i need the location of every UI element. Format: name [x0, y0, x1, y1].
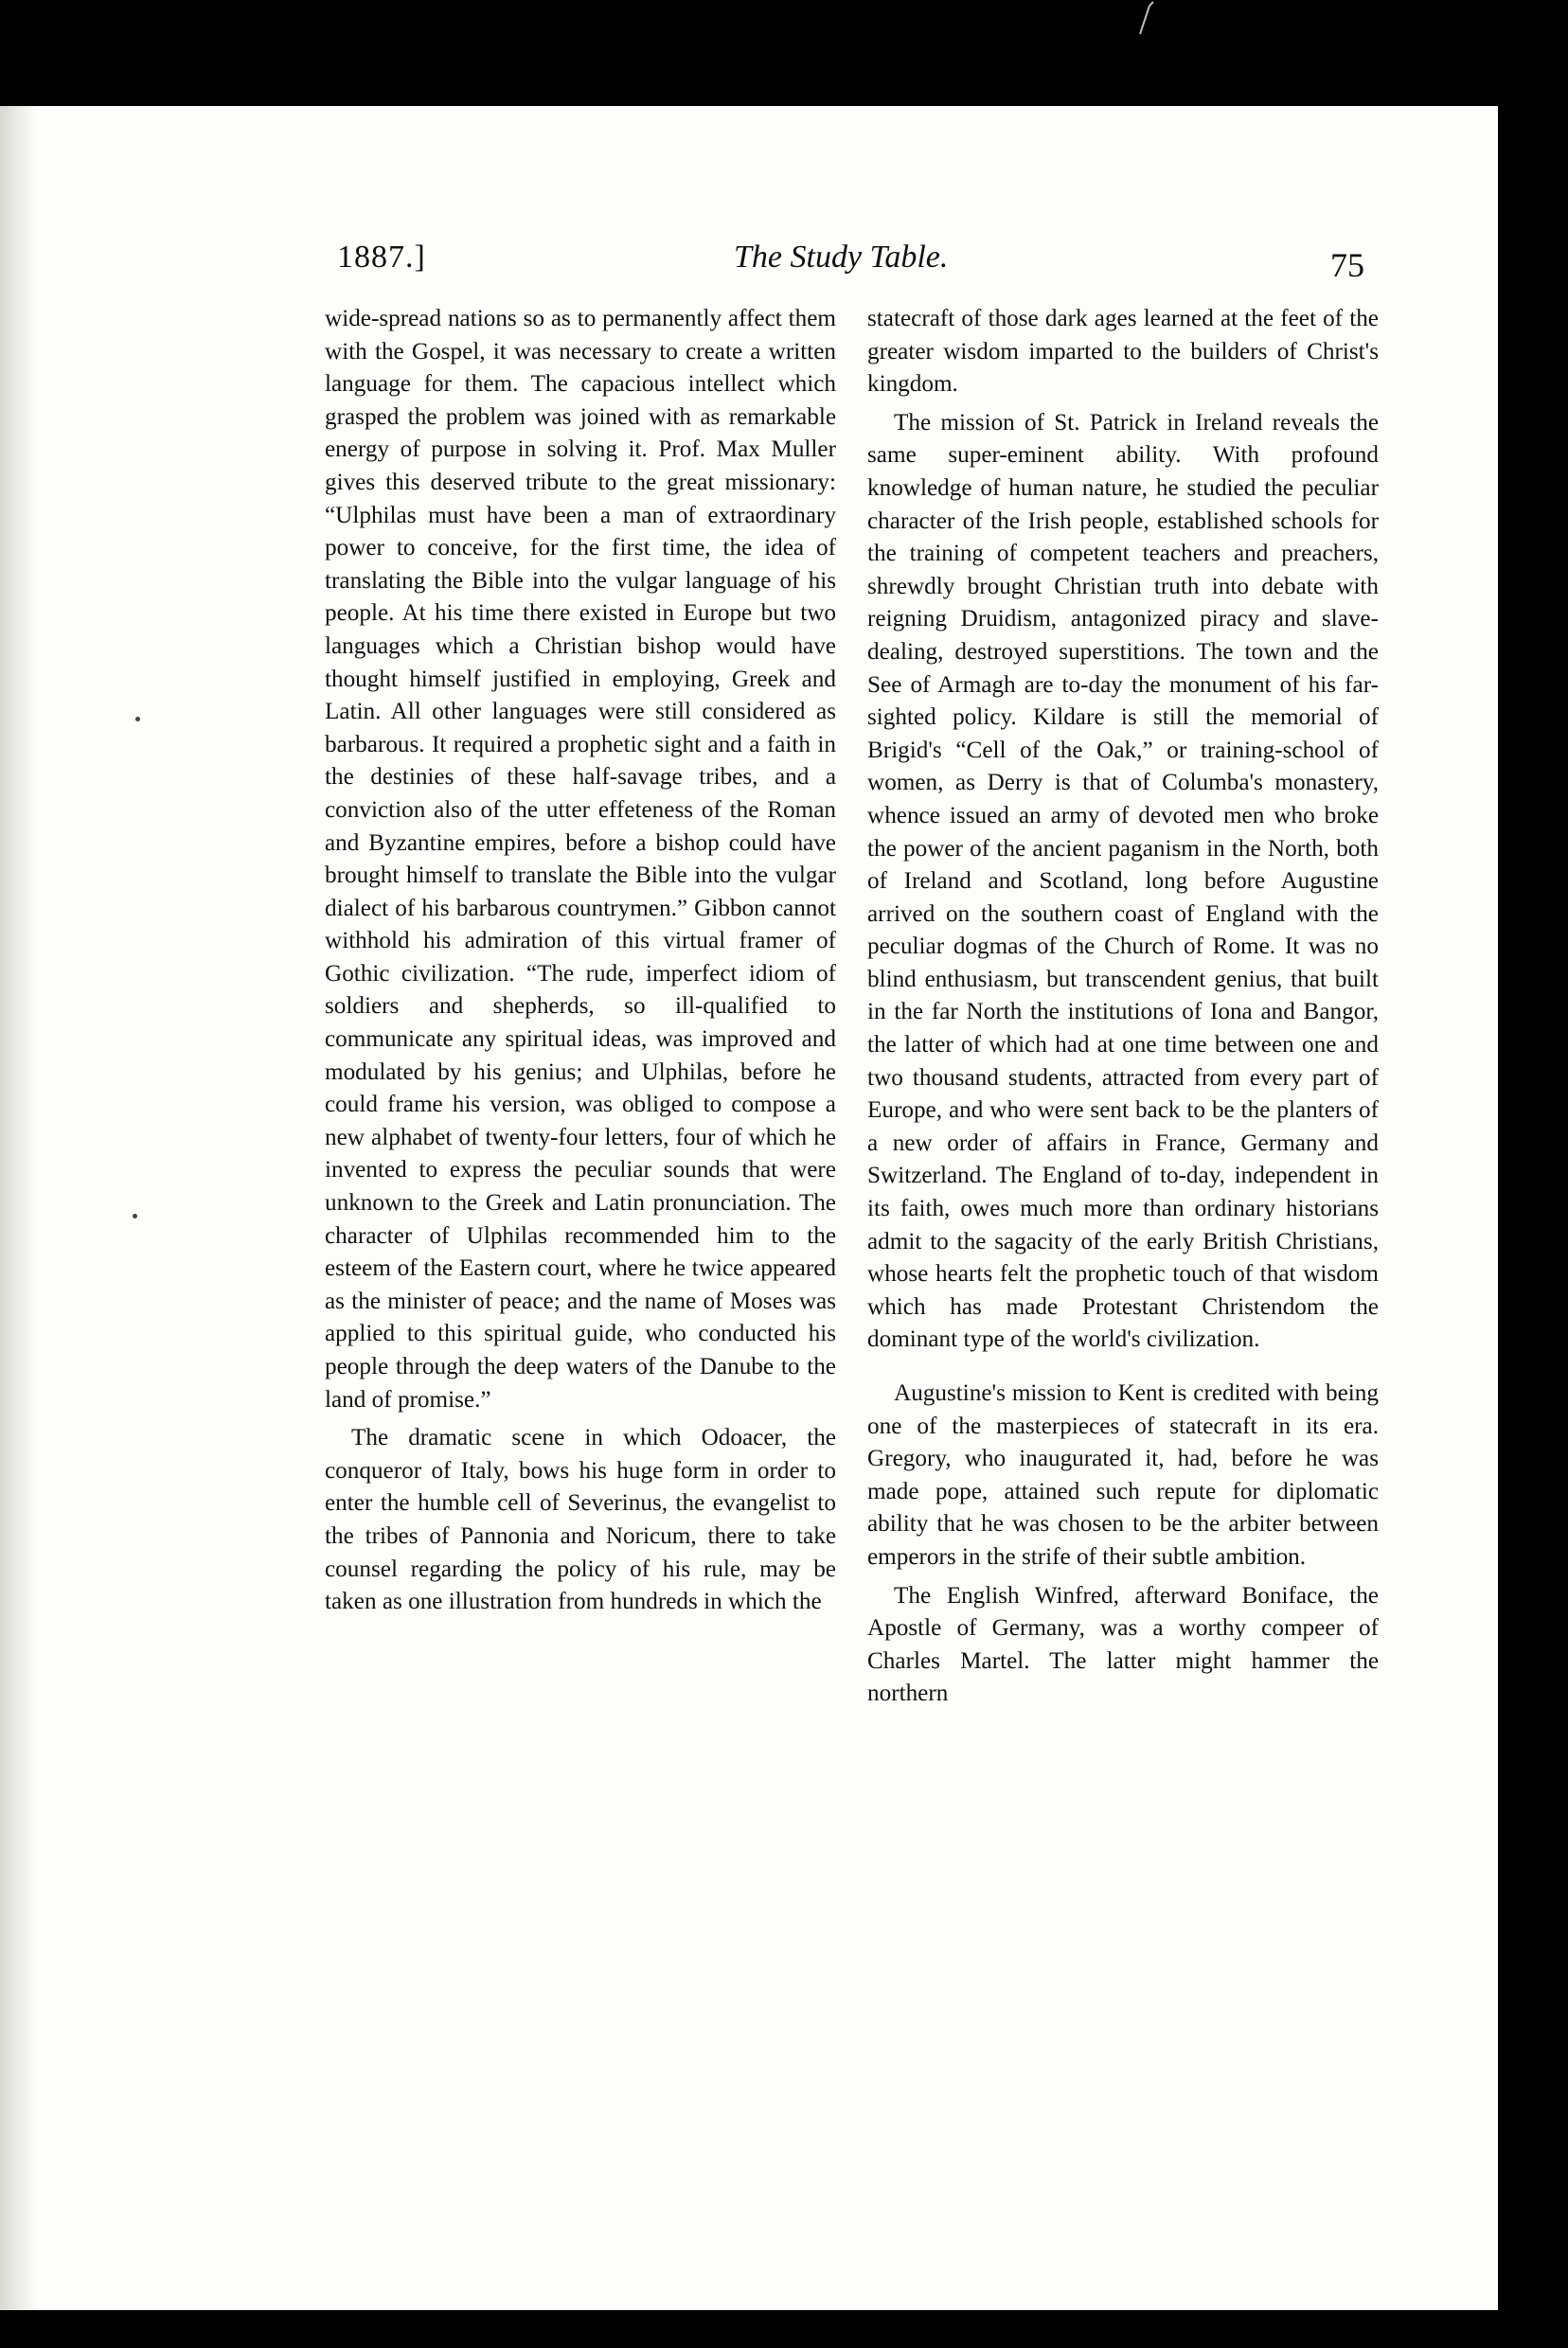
page-number: 75	[1330, 246, 1364, 284]
right-column	[867, 303, 1379, 1711]
paragraph: wide-spread nations so as to permanently affect them with the Gospel, it was necessary to create a written language for them. The capacious intellect which grasped the problem was joined with as remarkable energy of purpose in solving it. Prof. Max Muller gives this deserved tribute to the great missionary: “Ulphilas must have been a man of extraordinary power to conceive, for the first time, the idea of translating the Bible into the vulgar language of his people. At his time there existed in Europe but two languages which a Christian bishop would have thought himself justified in employing, Greek and Latin. All other languages were still considered as barbarous. It required a prophetic sight and a faith in the destinies of these half-savage tribes, and a conviction also of the utter effeteness of the Roman and Byzantine empires, before a bishop could have brought himself to translate the Bible into the vulgar dialect of his barbarous countrymen.” Gibbon cannot withhold his admiration of this virtual framer of Gothic civilization. “The rude, imperfect idiom of soldiers and shepherds, so ill-qualified to communicate any spiritual ideas, was improved and modulated by his genius; and Ulphilas, before he could frame his version, was obliged to compose a new alphabet of twenty-four letters, four of which he invented to express the peculiar sounds that were unknown to the Greek and Latin pronunciation. The character of Ulphilas recommended him to the esteem of the Eastern court, where he twice appeared as the minister of peace; and the name of Moses was applied to this spiritual guide, who conducted his people through the deep waters of the Danube to the land of promise.”	[325, 306, 836, 1413]
running-header	[0, 240, 1498, 296]
left-column	[325, 303, 836, 1619]
paragraph: Augustine's mission to Kent is credited with being one of the masterpieces of statecraft in its era. Gregory, who inaugurated it, had, before he was made pope, attained such repute for diplomatic ability that he was chosen to be the arbiter between emperors in the strife of their subtle ambition.	[867, 1380, 1379, 1570]
header-year: 1887.]	[337, 240, 426, 275]
scan-speck	[135, 717, 140, 721]
scan-artifact-mark	[1136, 0, 1159, 38]
paragraph: The English Winfred, afterward Boniface, the Apostle of Germany, was a worthy compeer of Charles Martel. The latter might hammer the northern	[867, 1582, 1379, 1707]
paragraph: statecraft of those dark ages learned at the feet of the greater wisdom imparted to the builders of Christ's kingdom.	[867, 306, 1379, 398]
header-title: The Study Table.	[734, 240, 949, 275]
scan-speck	[133, 1214, 137, 1218]
page-gutter-shadow	[0, 106, 38, 2310]
paragraph: The mission of St. Patrick in Ireland reveals the same super-eminent ability. With profound knowledge of human nature, he studied the peculiar character of the Irish people, established schools for the training of competent teachers and preachers, shrewdly brought Christian truth into debate with reigning Druidism, antagonized piracy and slave-dealing, destroyed superstitions. The town and the See of Armagh are to-day the monument of his far-sighted policy. Kildare is still the memorial of Brigid's “Cell of the Oak,” or training-school of women, as Derry is that of Columba's monastery, whence issued an army of devoted men who broke the power of the ancient paganism in the North, both of Ireland and Scotland, long before Augustine arrived on the southern coast of England with the peculiar dogmas of the Church of Rome. It was no blind enthusiasm, but transcendent genius, that built in the far North the institutions of Iona and Bangor, the latter of which had at one time between one and two thousand students, attracted from every part of Europe, and who were sent back to be the planters of a new order of affairs in France, Germany and Switzerland. The England of to-day, independent in its faith, owes much more than ordinary historians admit to the sagacity of the early British Christians, whose hearts felt the prophetic touch of that wisdom which has made Protestant Christendom the dominant type of the world's civilization.	[867, 409, 1379, 1353]
paragraph: The dramatic scene in which Odoacer, the conqueror of Italy, bows his huge form in order to enter the humble cell of Severinus, the evangelist to the tribes of Pannonia and Noricum, there to take counsel regarding the policy of his rule, may be taken as one illustration from hundreds in which the	[325, 1425, 836, 1615]
